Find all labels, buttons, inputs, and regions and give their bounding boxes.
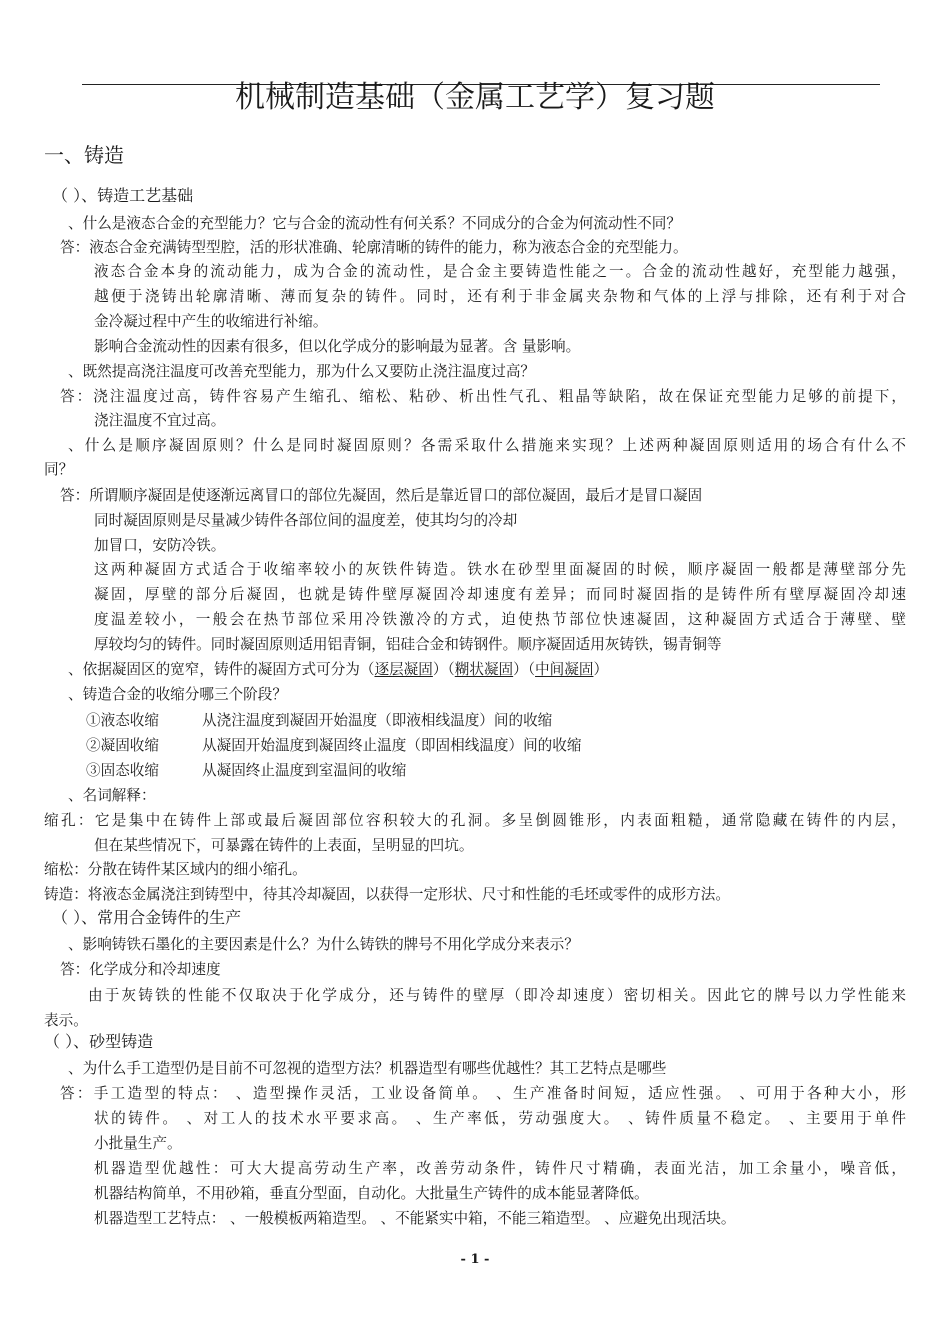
- section-heading-casting: 一、铸造: [44, 143, 124, 167]
- answer-1-line-1: 答：液态合金充满铸型型腔，活的形状准确、轮廓清晰的铸件的能力，称为液态合金的充型能力。: [60, 239, 688, 256]
- shrinkage-stage-1-label: ①液态收缩: [86, 712, 159, 729]
- answer-8-line-3: 小批量生产。: [94, 1135, 182, 1152]
- answer-3-line-7: 厚较均匀的铸件。同时凝固原则适用铝青铜，铝硅合金和铸钢件。顺序凝固适用灰铸铁，锡青铜等: [94, 636, 722, 653]
- blank-answer-intermediate: 中间凝固: [535, 661, 594, 678]
- answer-1-line-5: 影响合金流动性的因素有很多，但以化学成分的影响最为显著。含 量影响。: [94, 338, 581, 355]
- answer-3-line-4: 这两种凝固方式适合于收缩率较小的灰铁件铸造。铁水在砂型里面凝固的时候，顺序凝固一般都是薄壁部分先: [94, 561, 906, 578]
- document-title: 机械制造基础（金属工艺学）复习题: [235, 80, 715, 115]
- subsection-heading-casting-basics: （ ）、铸造工艺基础: [52, 186, 194, 205]
- question-4-text: 、依据凝固区的宽窄，铸件的凝固方式可分为（: [68, 661, 375, 678]
- question-7: 、影响铸铁石墨化的主要因素是什么？为什么铸铁的牌号不用化学成分来表示？: [68, 936, 579, 953]
- answer-7-line-2: 由于灰铸铁的性能不仅取决于化学成分，还与铸件的壁厚（即冷却速度）密切相关。因此它的牌号以力学性能来: [88, 987, 906, 1004]
- answer-8-line-6: 机器造型工艺特点： 、一般模板两箱造型。 、不能紧实中箱，不能三箱造型。 、应避免出现活块。: [94, 1210, 736, 1227]
- answer-3-line-1: 答：所谓顺序凝固是使逐渐远离冒口的部位先凝固，然后是靠近冒口的部位凝固，最后才是冒口凝固: [60, 487, 703, 504]
- definition-casting: 铸造：将液态金属浇注到铸型中，待其冷却凝固，以获得一定形状、尺寸和性能的毛坯或零件的成形方法。: [44, 886, 730, 903]
- shrinkage-stage-2-text: 从凝固开始温度到凝固终止温度（即固相线温度）间的收缩: [202, 737, 582, 754]
- answer-7-line-1: 答：化学成分和冷却速度: [60, 961, 221, 978]
- shrinkage-stage-3-label: ③固态收缩: [86, 762, 159, 779]
- shrinkage-stage-2-label: ②凝固收缩: [86, 737, 159, 754]
- answer-1-line-2: 液态合金本身的流动能力，成为合金的流动性，是合金主要铸造性能之一。合金的流动性越好，充型能力越强，: [94, 263, 906, 280]
- answer-8-line-2: 状的铸件。 、对工人的技术水平要求高。 、生产率低，劳动强度大。 、铸件质量不稳定。 、主要用于单件: [94, 1110, 906, 1127]
- question-4-separator: ）（: [513, 661, 536, 678]
- answer-1-line-4: 金冷凝过程中产生的收缩进行补缩。: [94, 313, 328, 330]
- answer-3-line-2: 同时凝固原则是尽量减少铸件各部位间的温度差，使其均匀的冷却: [94, 512, 518, 529]
- page-number: - 1 -: [460, 1252, 490, 1267]
- definition-shrinkage-porosity: 缩松：分散在铸件某区域内的细小缩孔。: [44, 861, 307, 878]
- question-5: 、铸造合金的收缩分哪三个阶段？: [68, 686, 287, 703]
- question-2: 、既然提高浇注温度可改善充型能力，那为什么又要防止浇注温度过高？: [68, 363, 536, 380]
- definition-shrinkage-cavity-line-1: 缩孔：它是集中在铸件上部或最后凝固部位容积较大的孔洞。多呈倒圆锥形，内表面粗糙，通常隐藏在铸件的内层，: [44, 812, 906, 829]
- answer-3-line-6: 度温差较小，一般会在热节部位采用冷铁激冷的方式，迫使热节部位快速凝固，这种凝固方式适合于薄壁、壁: [94, 611, 906, 628]
- blank-answer-layered: 逐层凝固: [374, 661, 433, 678]
- answer-1-line-3: 越便于浇铸出轮廓清晰、薄而复杂的铸件。同时，还有利于非金属夹杂物和气体的上浮与排除，还有利于对合: [94, 288, 906, 305]
- subsection-heading-sand-casting: （ ）、砂型铸造: [44, 1032, 154, 1051]
- answer-7-line-3: 表示。: [44, 1012, 88, 1029]
- answer-3-line-3: 加冒口，安防冷铁。: [94, 537, 226, 554]
- question-4: [68, 659, 608, 680]
- answer-2-line-1: 答：浇注温度过高，铸件容易产生缩孔、缩松、粘砂、析出性气孔、粗晶等缺陷，故在保证充型能力足够的前提下，: [60, 388, 906, 405]
- question-8: 、为什么手工造型仍是目前不可忽视的造型方法？机器造型有哪些优越性？其工艺特点是哪些: [68, 1060, 667, 1077]
- definition-shrinkage-cavity-line-2: 但在某些情况下，可暴露在铸件的上表面，呈明显的凹坑。: [94, 837, 474, 854]
- shrinkage-stage-3-text: 从凝固终止温度到室温间的收缩: [202, 762, 407, 779]
- question-1: 、什么是液态合金的充型能力？它与合金的流动性有何关系？不同成分的合金为何流动性不同？: [68, 215, 681, 232]
- answer-8-line-4: 机器造型优越性：可大大提高劳动生产率，改善劳动条件，铸件尺寸精确，表面光洁，加工余量小，噪音低，: [94, 1160, 906, 1177]
- question-4-close: ）: [593, 661, 609, 678]
- subsection-heading-alloy-castings: （ ）、常用合金铸件的生产: [52, 908, 242, 927]
- question-4-separator: ）（: [432, 661, 455, 678]
- blank-answer-mushy: 糊状凝固: [454, 661, 514, 678]
- answer-3-line-5: 凝固，厚壁的部分后凝固，也就是铸件壁厚凝固冷却速度有差异；而同时凝固指的是铸件所有壁厚凝固冷却速: [94, 586, 906, 603]
- answer-8-line-1: 答：手工造型的特点： 、造型操作灵活，工业设备简单。 、生产准备时间短，适应性强。 、可用于各种大小，形: [60, 1085, 906, 1102]
- shrinkage-stage-1-text: 从浇注温度到凝固开始温度（即液相线温度）间的收缩: [202, 712, 553, 729]
- question-3-line-1: 、什么是顺序凝固原则？什么是同时凝固原则？各需采取什么措施来实现？上述两种凝固原则适用的场合有什么不: [68, 437, 906, 454]
- question-6: 、名词解释：: [68, 787, 156, 804]
- answer-2-line-2: 浇注温度不宜过高。: [94, 412, 226, 429]
- question-3-line-2: 同？: [44, 461, 74, 478]
- answer-8-line-5: 机器结构简单，不用砂箱，垂直分型面，自动化。大批量生产铸件的成本能显著降低。: [94, 1185, 649, 1202]
